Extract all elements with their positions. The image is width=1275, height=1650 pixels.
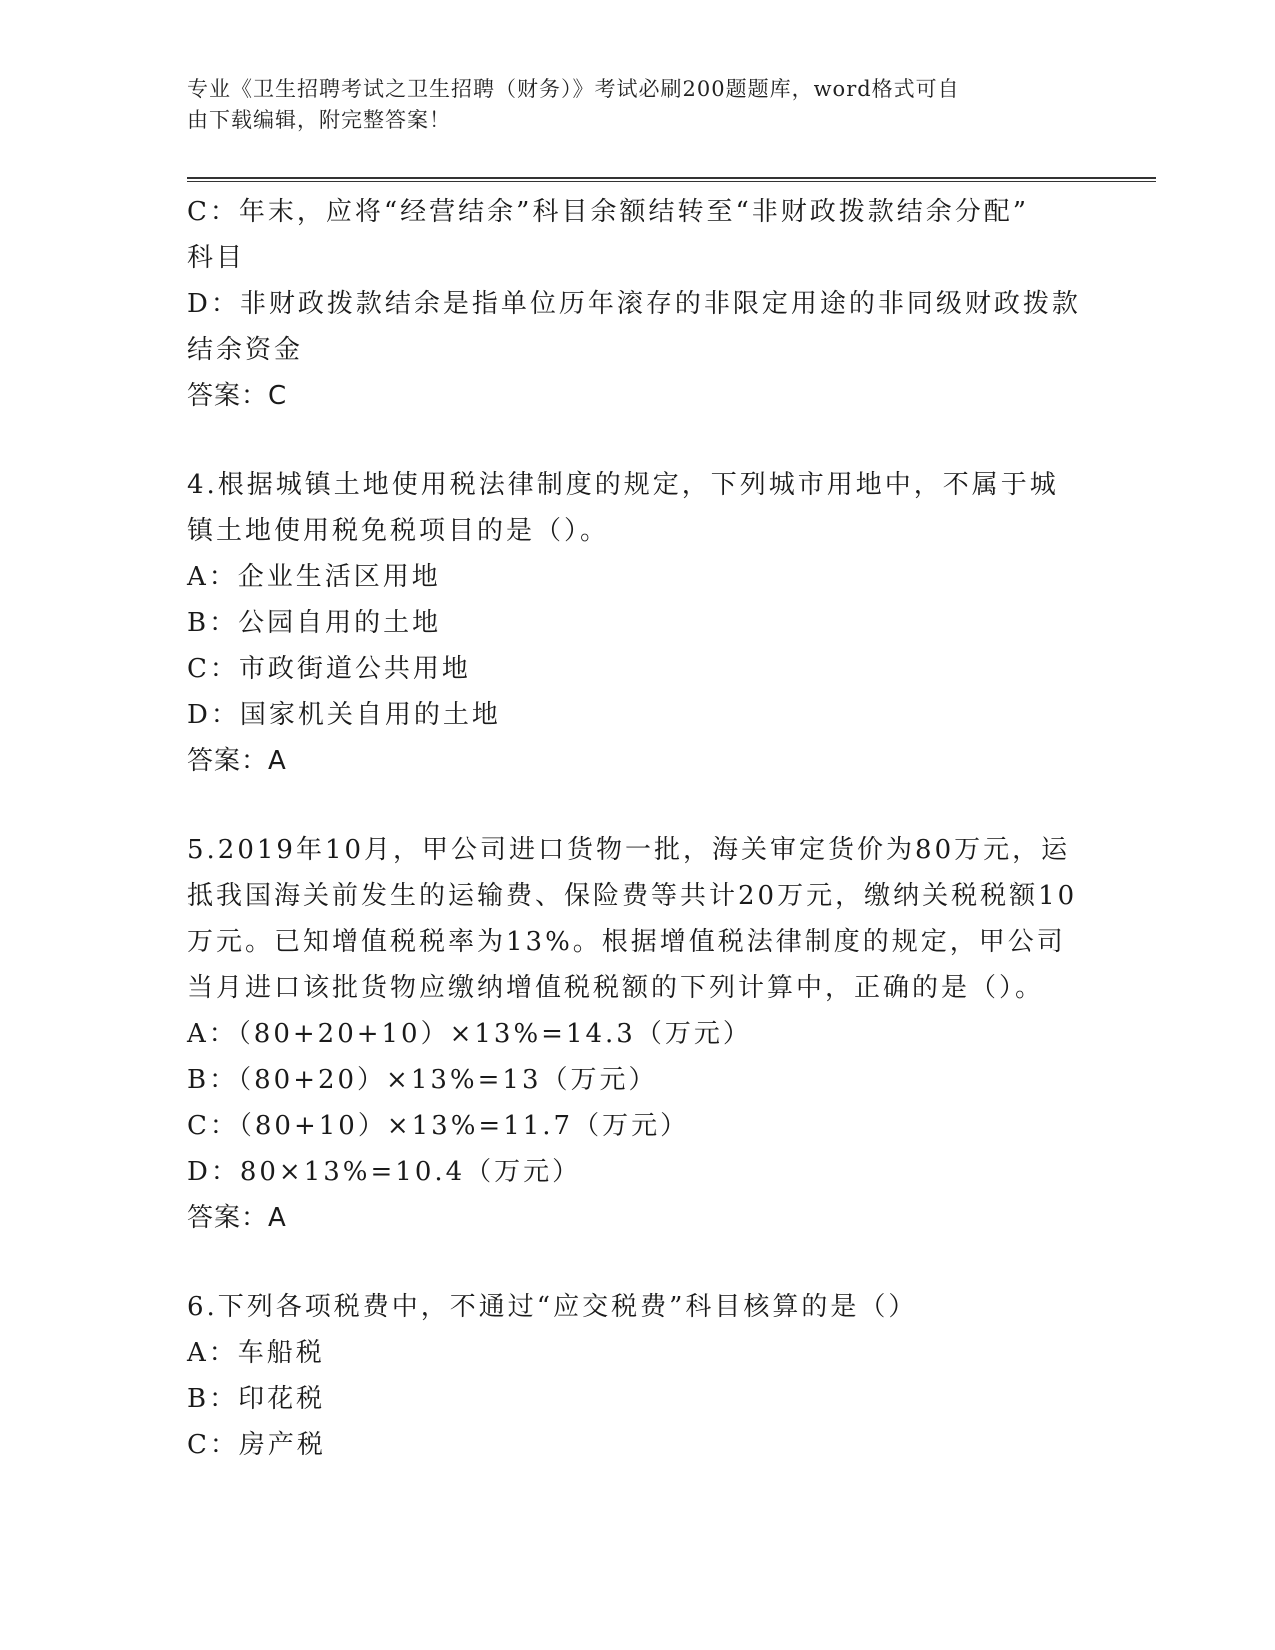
answer-label: 答案：A	[187, 1203, 287, 1233]
option-b: B：（80+20）×13%=13（万元）	[187, 1065, 658, 1095]
option-d-line-1: D：非财政拨款结余是指单位历年滚存的非限定用途的非同级财政拨款	[187, 289, 1081, 319]
question-stem-line-2: 抵我国海关前发生的运输费、保险费等共计20万元，缴纳关税税额10	[187, 881, 1078, 911]
option-a: A：企业生活区用地	[187, 562, 441, 592]
spacer	[187, 1241, 1087, 1284]
option-a: A：车船税	[187, 1338, 325, 1368]
question-6	[187, 1284, 1087, 1468]
option-d: D：80×13%=10.4（万元）	[187, 1157, 582, 1187]
option-c-line-2: 科目	[187, 243, 246, 273]
spacer	[187, 784, 1087, 827]
option-c: C：市政街道公共用地	[187, 654, 471, 684]
question-stem-line-3: 万元。已知增值税税率为13%。根据增值税法律制度的规定，甲公司	[187, 927, 1066, 957]
question-stem-line-1: 4.根据城镇土地使用税法律制度的规定，下列城市用地中，不属于城	[187, 470, 1059, 500]
answer-label: 答案：A	[187, 746, 287, 776]
question-stem-line-1: 5.2019年10月，甲公司进口货物一批，海关审定货价为80万元，运	[187, 835, 1071, 865]
option-b: B：印花税	[187, 1384, 326, 1414]
question-stem-line-2: 镇土地使用税免税项目的是（）。	[187, 516, 610, 546]
option-d-line-2: 结余资金	[187, 335, 304, 365]
question-stem-line-1: 6.下列各项税费中，不通过“应交税费”科目核算的是（）	[187, 1292, 918, 1322]
question-3-continued	[187, 189, 1087, 419]
option-b: B：公园自用的土地	[187, 608, 442, 638]
question-4	[187, 462, 1087, 784]
header-line-1: 专业《卫生招聘考试之卫生招聘（财务）》考试必刷200题题库，word格式可自	[187, 77, 960, 101]
question-stem-line-4: 当月进口该批货物应缴纳增值税税额的下列计算中，正确的是（）。	[187, 973, 1045, 1003]
header-divider-thin	[187, 181, 1156, 182]
document-header	[187, 74, 1067, 136]
option-a: A：（80+20+10）×13%=14.3（万元）	[187, 1019, 752, 1049]
option-c-line-1: C：年末，应将“经营结余”科目余额结转至“非财政拨款结余分配”	[187, 197, 1030, 227]
header-line-2: 由下载编辑，附完整答案！	[187, 108, 451, 132]
answer-label: 答案：C	[187, 381, 288, 411]
option-d: D：国家机关自用的土地	[187, 700, 501, 730]
question-5	[187, 827, 1087, 1241]
spacer	[187, 419, 1087, 462]
option-c: C：（80+10）×13%=11.7（万元）	[187, 1111, 690, 1141]
option-c: C：房产税	[187, 1430, 326, 1460]
document-body	[187, 189, 1087, 1468]
header-divider-thick	[187, 177, 1156, 179]
